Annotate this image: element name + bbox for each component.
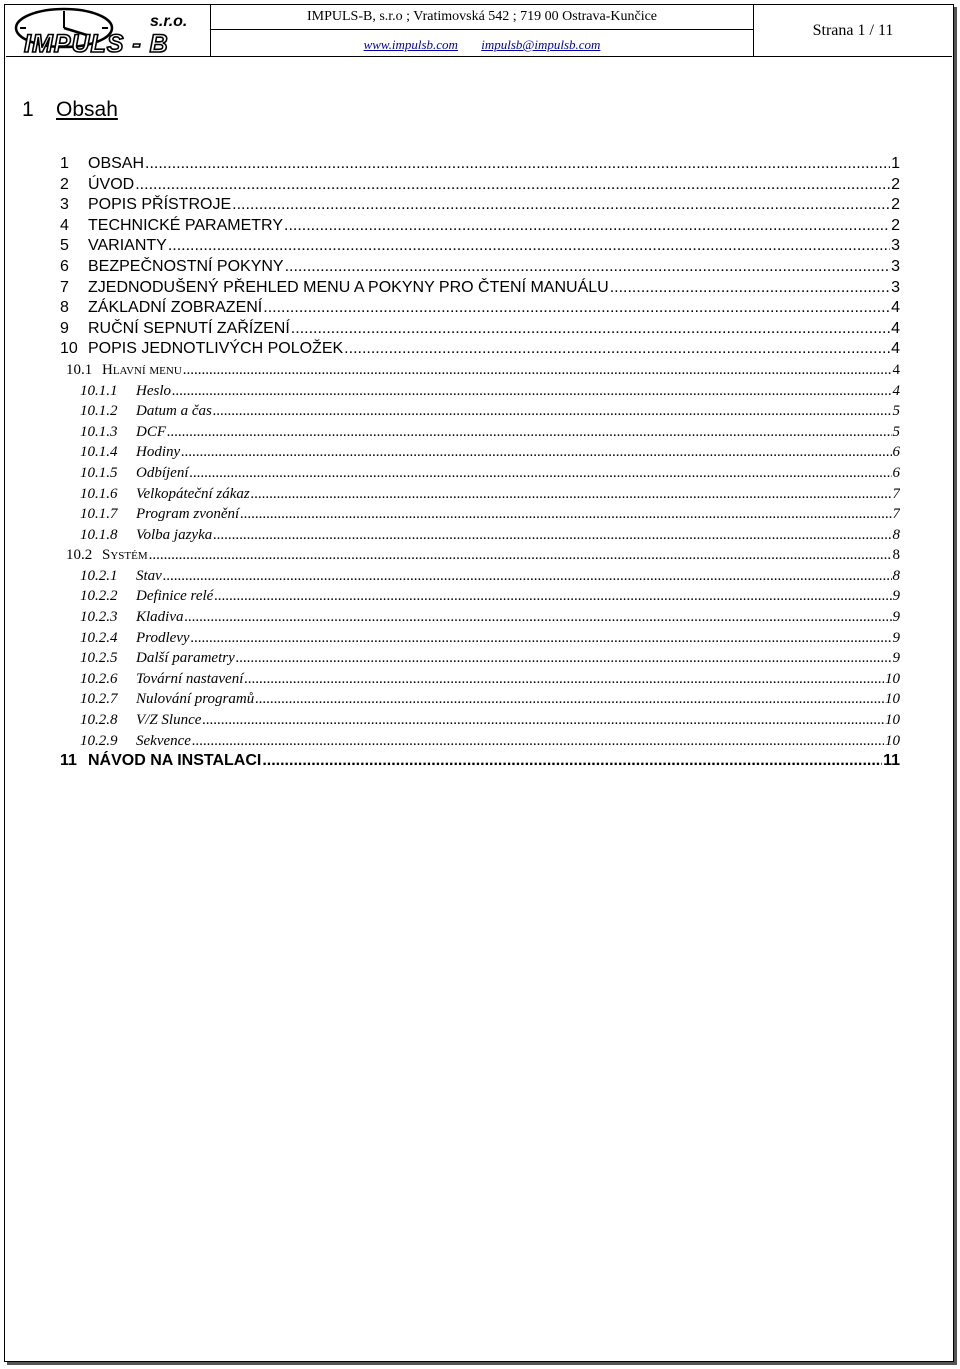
toc-entry-label — [66, 360, 182, 381]
toc-entry-page: 6 — [892, 464, 900, 481]
toc-entry[interactable] — [60, 154, 900, 175]
toc-entry-number: 10.2.8 — [80, 712, 118, 729]
company-address: IMPULS-B, s.r.o ; Vratimovská 542 ; 719 00 Ostrava-Kunčice — [211, 4, 753, 30]
toc-entry-label — [60, 751, 261, 772]
toc-entry-number: 10 — [60, 340, 78, 358]
toc-entry-label — [80, 607, 184, 628]
toc-entry-page: 2 — [891, 175, 900, 193]
toc-entry-text: Volba jazyka — [136, 526, 213, 543]
toc-entry-label — [60, 298, 262, 319]
toc-entry-label — [80, 463, 189, 484]
toc-entry-label — [80, 710, 201, 731]
toc-entry-label — [60, 257, 284, 278]
toc-entry-page: 1 — [891, 155, 900, 172]
toc-entry-page: 5 — [892, 403, 900, 420]
toc-entry-label — [80, 586, 213, 607]
toc-entry-label — [60, 154, 144, 175]
toc-entry-number: 10.2.2 — [80, 588, 118, 605]
toc-entry-text: Datum a čas — [136, 403, 212, 420]
toc-entry-number: 10.1.1 — [80, 382, 118, 399]
toc-entry[interactable] — [60, 710, 900, 731]
toc-entry-page: 8 — [892, 567, 900, 584]
toc-entry-page: 9 — [892, 650, 900, 667]
toc-entry-number: 10.2.5 — [80, 650, 118, 667]
toc-entry-text: BEZPEČNOSTNÍ POKYNY — [88, 257, 284, 275]
toc-entry-page: 5 — [892, 423, 900, 440]
toc-entry[interactable] — [60, 731, 900, 752]
toc-entry-text: Systém — [102, 547, 148, 564]
toc-entry-number: 10.2.6 — [80, 670, 118, 687]
toc-entry-number: 7 — [60, 278, 69, 296]
toc-entry-label — [60, 278, 609, 299]
toc-entry-label — [80, 484, 250, 505]
toc-entry-number: 10.1.4 — [80, 444, 118, 461]
toc-entry[interactable] — [60, 401, 900, 422]
toc-entry-page: 10 — [885, 670, 900, 687]
toc-entry-page: 3 — [891, 278, 900, 296]
toc-entry-label — [80, 381, 171, 402]
toc-entry-text: ZÁKLADNÍ ZOBRAZENÍ — [88, 299, 263, 317]
toc-leader-dots — [213, 401, 892, 422]
toc-entry-label — [80, 504, 239, 525]
toc-entry-number: 2 — [60, 175, 69, 193]
toc-entry[interactable] — [60, 607, 900, 628]
toc-entry-number: 4 — [60, 216, 69, 234]
toc-entry-label — [80, 422, 166, 443]
toc-entry-page: 6 — [892, 444, 900, 461]
toc-entry[interactable] — [60, 463, 900, 484]
toc-entry[interactable] — [60, 669, 900, 690]
toc-entry-number: 9 — [60, 319, 69, 337]
page-number: Strana 1 / 11 — [812, 22, 894, 39]
toc-entry-page: 4 — [891, 299, 900, 317]
toc-entry-number: 10.1.2 — [80, 403, 118, 420]
toc-entry-label — [80, 731, 191, 752]
toc-entry[interactable] — [60, 175, 900, 196]
toc-entry-text: ÚVOD — [88, 175, 135, 193]
toc-entry[interactable] — [60, 319, 900, 340]
toc-entry-number: 10.1.6 — [80, 485, 118, 502]
clock-logo-icon — [12, 6, 208, 54]
toc-entry[interactable] — [60, 381, 900, 402]
toc-leader-dots — [232, 195, 890, 216]
toc-entry-text: Prodlevy — [136, 629, 190, 646]
toc-entry[interactable] — [60, 525, 900, 546]
toc-entry[interactable] — [60, 257, 900, 278]
toc-leader-dots — [284, 216, 890, 237]
toc-entry-number: 10.2 — [66, 547, 93, 564]
toc-leader-dots — [168, 236, 890, 257]
toc-leader-dots — [610, 278, 890, 299]
toc-entry-text: Heslo — [136, 382, 171, 399]
toc-entry-label — [80, 628, 190, 649]
toc-leader-dots — [202, 710, 884, 731]
toc-entry-label — [80, 525, 212, 546]
toc-entry[interactable] — [60, 484, 900, 505]
toc-entry-text: RUČNÍ SEPNUTÍ ZAŘÍZENÍ — [88, 319, 290, 337]
toc-entry-text: POPIS PŘÍSTROJE — [88, 196, 232, 214]
contact-links — [211, 30, 753, 56]
toc-entry-text: ZJEDNODUŠENÝ PŘEHLED MENU A POKYNY PRO ČTENÍ MANUÁLU — [88, 278, 609, 296]
svg-text:IMPULS - B: IMPULS - B — [24, 30, 169, 54]
toc-entry-number: 1 — [60, 155, 69, 172]
toc-entry-text: Hlavní menu — [102, 361, 182, 378]
toc-entry-text: Sekvence — [136, 732, 191, 749]
toc-entry[interactable] — [60, 566, 900, 587]
toc-leader-dots — [191, 628, 892, 649]
toc-entry-label — [80, 401, 212, 422]
toc-entry-page: 9 — [892, 609, 900, 626]
toc-entry[interactable] — [60, 422, 900, 443]
toc-entry-text: DCF — [136, 423, 166, 440]
toc-entry-text: V/Z Slunce — [136, 712, 202, 729]
toc-entry-number: 10.2.7 — [80, 691, 118, 708]
toc-leader-dots — [192, 731, 884, 752]
toc-leader-dots — [285, 257, 891, 278]
toc-entry-text: Program zvonění — [136, 506, 240, 523]
toc-leader-dots — [262, 751, 882, 772]
toc-entry[interactable] — [60, 628, 900, 649]
toc-leader-dots — [181, 442, 891, 463]
toc-entry[interactable] — [60, 648, 900, 669]
toc-entry-label — [80, 566, 162, 587]
toc-entry-text: Kladiva — [136, 609, 184, 626]
toc-entry-label — [60, 216, 283, 237]
toc-entry-label — [60, 339, 343, 360]
toc-entry-text: Odbíjení — [136, 464, 189, 481]
toc-leader-dots — [236, 648, 892, 669]
toc-leader-dots — [145, 154, 890, 175]
toc-entry[interactable] — [60, 442, 900, 463]
toc-entry-label — [80, 689, 254, 710]
toc-entry-number: 10.2.4 — [80, 629, 118, 646]
toc-entry-text: Definice relé — [136, 588, 214, 605]
toc-entry-number: 10.1.3 — [80, 423, 118, 440]
toc-entry-page: 11 — [883, 752, 900, 770]
toc-entry-page: 4 — [891, 340, 900, 358]
toc-entry-page: 9 — [892, 588, 900, 605]
toc-entry-text: Tovární nastavení — [136, 670, 244, 687]
toc-entry-number: 11 — [60, 752, 77, 770]
section-number: 1 — [22, 98, 34, 121]
toc-entry-text: OBSAH — [88, 155, 145, 172]
svg-text:s.r.o.: s.r.o. — [150, 13, 188, 30]
toc-entry-number: 6 — [60, 257, 69, 275]
toc-entry-number: 10.2.3 — [80, 609, 118, 626]
toc-entry-page: 4 — [892, 382, 900, 399]
toc-entry-number: 3 — [60, 196, 69, 214]
company-logo — [6, 4, 211, 56]
toc-leader-dots — [291, 319, 890, 340]
toc-entry-text: Stav — [136, 567, 162, 584]
toc-entry-page: 8 — [892, 526, 900, 543]
toc-entry[interactable] — [60, 298, 900, 319]
toc-entry-page: 2 — [891, 196, 900, 214]
toc-leader-dots — [214, 586, 891, 607]
toc-entry[interactable] — [60, 689, 900, 710]
toc-entry-page: 10 — [885, 691, 900, 708]
toc-entry-text: Hodiny — [136, 444, 181, 461]
toc-entry-text: POPIS JEDNOTLIVÝCH POLOŽEK — [88, 340, 344, 358]
toc-entry[interactable] — [60, 195, 900, 216]
toc-entry-text: NÁVOD NA INSTALACI — [88, 752, 262, 770]
toc-entry-page: 3 — [891, 257, 900, 275]
toc-entry-number: 10.2.1 — [80, 567, 118, 584]
toc-entry-number: 5 — [60, 237, 69, 255]
toc-entry-page: 4 — [892, 361, 900, 378]
toc-leader-dots — [149, 545, 892, 566]
toc-entry[interactable] — [60, 236, 900, 257]
toc-entry-label — [60, 236, 167, 257]
section-heading — [22, 98, 118, 122]
toc-entry-page: 7 — [892, 485, 900, 502]
toc-leader-dots — [172, 381, 892, 402]
toc-entry-text: TECHNICKÉ PARAMETRY — [88, 216, 283, 234]
email-link[interactable]: impulsb@impulsb.com — [481, 37, 601, 52]
toc-entry-label — [80, 442, 180, 463]
table-of-contents — [60, 154, 900, 772]
toc-entry[interactable] — [60, 545, 900, 566]
section-title: Obsah — [56, 98, 118, 121]
toc-leader-dots — [251, 484, 892, 505]
toc-leader-dots — [185, 607, 892, 628]
toc-entry-label — [80, 669, 243, 690]
page-header — [6, 4, 952, 57]
toc-entry-page: 8 — [892, 547, 900, 564]
toc-entry-text: Další parametry — [136, 650, 235, 667]
company-info — [211, 4, 754, 56]
toc-entry-label — [60, 319, 290, 340]
toc-entry[interactable] — [60, 751, 900, 772]
toc-leader-dots — [183, 360, 892, 381]
toc-entry-label — [60, 195, 231, 216]
toc-entry-label — [66, 545, 148, 566]
toc-leader-dots — [263, 298, 890, 319]
toc-entry-number: 8 — [60, 299, 69, 317]
toc-leader-dots — [163, 566, 892, 587]
toc-entry[interactable] — [60, 586, 900, 607]
toc-entry-page: 10 — [885, 712, 900, 729]
toc-entry-text: Velkopáteční zákaz — [136, 485, 250, 502]
toc-leader-dots — [240, 504, 891, 525]
toc-entry-number: 10.1 — [66, 361, 93, 378]
toc-leader-dots — [244, 669, 884, 690]
toc-entry-page: 7 — [892, 506, 900, 523]
toc-leader-dots — [135, 175, 890, 196]
toc-entry[interactable] — [60, 504, 900, 525]
toc-entry-number: 10.1.8 — [80, 526, 118, 543]
toc-entry-page: 10 — [885, 732, 900, 749]
toc-leader-dots — [255, 689, 884, 710]
toc-entry[interactable] — [60, 339, 900, 360]
toc-entry-page: 2 — [891, 216, 900, 234]
toc-entry-number: 10.2.9 — [80, 732, 118, 749]
toc-leader-dots — [344, 339, 890, 360]
toc-entry-text: VARIANTY — [88, 237, 167, 255]
toc-entry-number: 10.1.5 — [80, 464, 118, 481]
toc-entry-number: 10.1.7 — [80, 506, 118, 523]
website-link[interactable]: www.impulsb.com — [363, 37, 458, 52]
toc-entry[interactable] — [60, 278, 900, 299]
toc-entry-label — [80, 648, 235, 669]
toc-entry-text: Nulování programů — [136, 691, 255, 708]
toc-entry[interactable] — [60, 216, 900, 237]
toc-leader-dots — [213, 525, 891, 546]
toc-leader-dots — [167, 422, 892, 443]
toc-leader-dots — [190, 463, 892, 484]
toc-entry-page: 9 — [892, 629, 900, 646]
toc-entry-page: 3 — [891, 237, 900, 255]
toc-entry[interactable] — [60, 360, 900, 381]
toc-entry-page: 4 — [891, 319, 900, 337]
toc-entry-label — [60, 175, 134, 196]
